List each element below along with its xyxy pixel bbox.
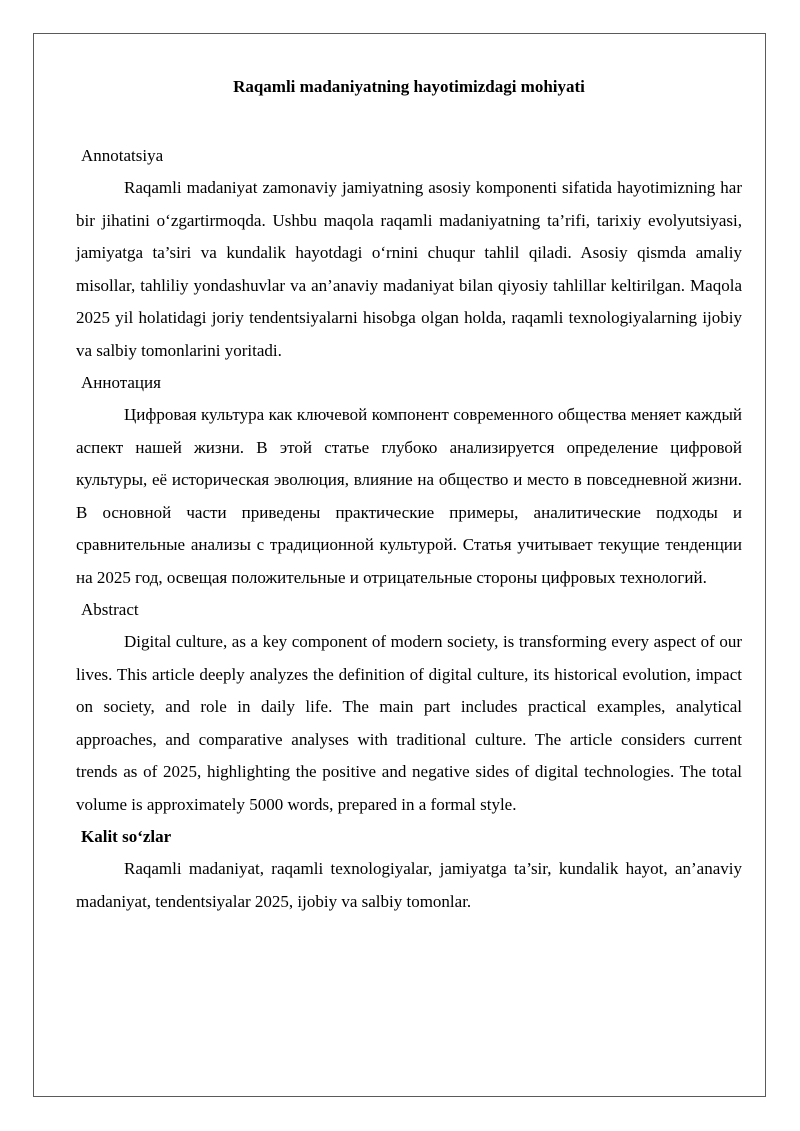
- paragraph-abstract: Digital culture, as a key component of modern society, is transforming every aspect of our lives. This article deeply analyzes the definition of digital culture, its historical evolution, impact on society, and role in daily life. The main part includes practical examples, analytical approaches, and comparative analyses with traditional culture. The article considers current trends as of 2025, highlighting the positive and negative sides of digital technologies. The total volume is approximately 5000 words, prepared in a formal style.: [76, 632, 742, 814]
- paragraph-annotatsiya: Raqamli madaniyat zamonaviy jamiyatning asosiy komponenti sifatida hayotimizning har bir jihatini o‘zgartirmoqda. Ushbu maqola raqamli madaniyatning ta’rifi, tarixiy evolyutsiyasi, jamiyatga ta’siri va kundalik hayotdagi o‘rnini chuqur tahlil qiladi. Asosiy qismda amaliy misollar, tahliliy yondashuvlar va an’anaviy madaniyat bilan qiyosiy tahlillar keltirilgan. Maqola 2025 yil holatidagi joriy tendentsiyalarni hisobga olgan holda, raqamli texnologiyalarning ijobiy va salbiy tomonlarini yoritadi.: [76, 178, 742, 360]
- title-spacer: [76, 100, 742, 140]
- document-body: [76, 74, 742, 918]
- document-title: Raqamli madaniyatning hayotimizdagi mohiyati: [233, 77, 585, 96]
- paragraph-keywords: Raqamli madaniyat, raqamli texnologiyalar, jamiyatga ta’sir, kundalik hayot, an’anaviy madaniyat, tendentsiyalar 2025, ijobiy va salbiy tomonlar.: [76, 859, 742, 911]
- heading-keywords: Kalit so‘zlar: [81, 827, 172, 846]
- heading-abstract: Abstract: [81, 600, 139, 619]
- heading-annotatsiya-ru: Аннотация: [81, 373, 161, 392]
- heading-annotatsiya: Annotatsiya: [81, 146, 164, 165]
- paragraph-annotatsiya-ru: Цифровая культура как ключевой компонент современного общества меняет каждый аспект нашей жизни. В этой статье глубоко анализируется определение цифровой культуры, её историческая эволюция, влияние на общество и место в повседневной жизни. В основной части приведены практические примеры, аналитические подходы и сравнительные анализы с традиционной культурой. Статья учитывает текущие тенденции на 2025 год, освещая положительные и отрицательные стороны цифровых технологий.: [76, 405, 742, 587]
